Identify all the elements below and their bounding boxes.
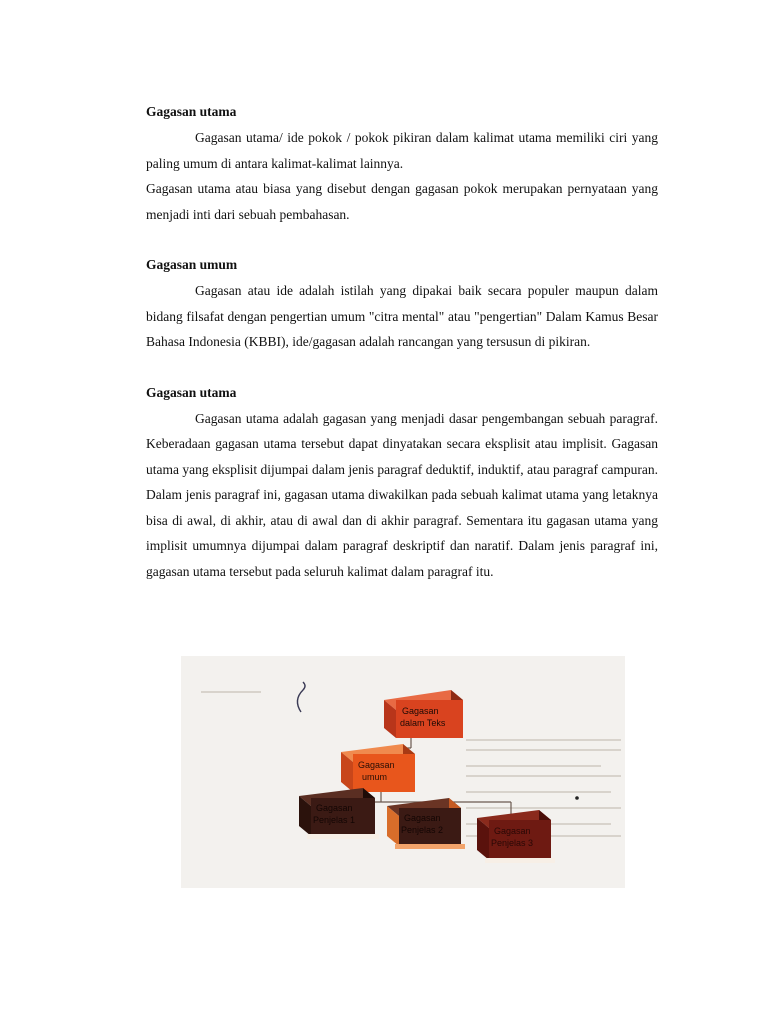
handwriting-kalimat: kalimat: [305, 679, 369, 699]
box-gagasan-penjelas-2: [387, 798, 465, 849]
section-heading-3: Gagasan utama: [146, 384, 237, 400]
box-gagasan-penjelas-1: [299, 788, 379, 839]
box-p1-label-1: Gagasan: [316, 803, 353, 813]
handwritten-notes: [257, 656, 403, 729]
box-p3-label-2: Penjelas 3: [491, 838, 534, 848]
idea-hierarchy-diagram: [181, 656, 625, 888]
section-1-paragraph-2: Gagasan utama atau biasa yang disebut dengan gagasan pokok merupakan pernyataan yang menjadi inti dari sebuah pembahasan.: [146, 181, 658, 222]
section-heading-2: Gagasan umum: [146, 257, 238, 272]
box-mid-label-2: umum: [362, 772, 388, 782]
section-2-paragraph-1: Gagasan atau ide adalah istilah yang dipakai baik secara populer maupun dalam bidang filsafat dengan pengertian umum "citra mental" atau "pengertian" Dalam Kamus Besar Bahasa Indonesia (KBBI), ide/gagasan adalah rancangan yang tersusun di pikiran.: [146, 283, 658, 349]
box-p2-label-1: Gagasan: [404, 813, 441, 823]
section-1-paragraph-1: Gagasan utama/ ide pokok / pokok pikiran dalam kalimat utama memiliki ciri yang paling umum di antara kalimat-kalimat lainnya.: [146, 130, 658, 171]
box-gagasan-penjelas-3: [477, 810, 555, 863]
box-gagasan-dalam-teks: [384, 690, 463, 738]
box-gagasan-umum: [341, 744, 415, 792]
handwriting-contoh: contoh: [257, 709, 316, 729]
box-mid-label-1: Gagasan: [358, 760, 395, 770]
handwritten-brace: [297, 682, 305, 712]
box-top-label-2: dalam Teks: [400, 718, 446, 728]
section-gap: [146, 227, 658, 252]
section-heading-1: Gagasan utama: [146, 104, 237, 119]
handwriting-buat: buat: [259, 684, 298, 704]
document-page: [146, 99, 658, 584]
handwriting-top: ptm: [369, 656, 404, 673]
box-p3-label-1: Gagasan: [494, 826, 531, 836]
ink-dot: [575, 796, 579, 800]
idea-hierarchy-figure: [181, 656, 625, 888]
box-p2-label-2: Penjelas 2: [401, 825, 444, 835]
section-3-paragraph-1: Gagasan utama adalah gagasan yang menjadi dasar pengembangan sebuah paragraf. Keberadaan gagasan utama tersebut dapat dinyatakan secara eksplisit atau implisit. Gagasan utama yang eksplisit dijumpai dalam jenis paragraf deduktif, induktif, atau paragraf campuran. Dalam jenis paragraf ini, gagasan utama diwakilkan pada sebuah kalimat utama yang letaknya bisa di awal, di akhir, atau di awal dan di akhir paragraf. Sementara itu gagasan utama yang implisit umumnya dijumpai dalam paragraf deskriptif dan naratif. Dalam jenis paragraf ini, gagasan utama tersebut pada seluruh kalimat dalam paragraf itu.: [146, 410, 658, 579]
box-top-label-1: Gagasan: [402, 706, 439, 716]
box-p1-label-2: Penjelas 1: [313, 815, 356, 825]
section-gap: [146, 355, 658, 380]
